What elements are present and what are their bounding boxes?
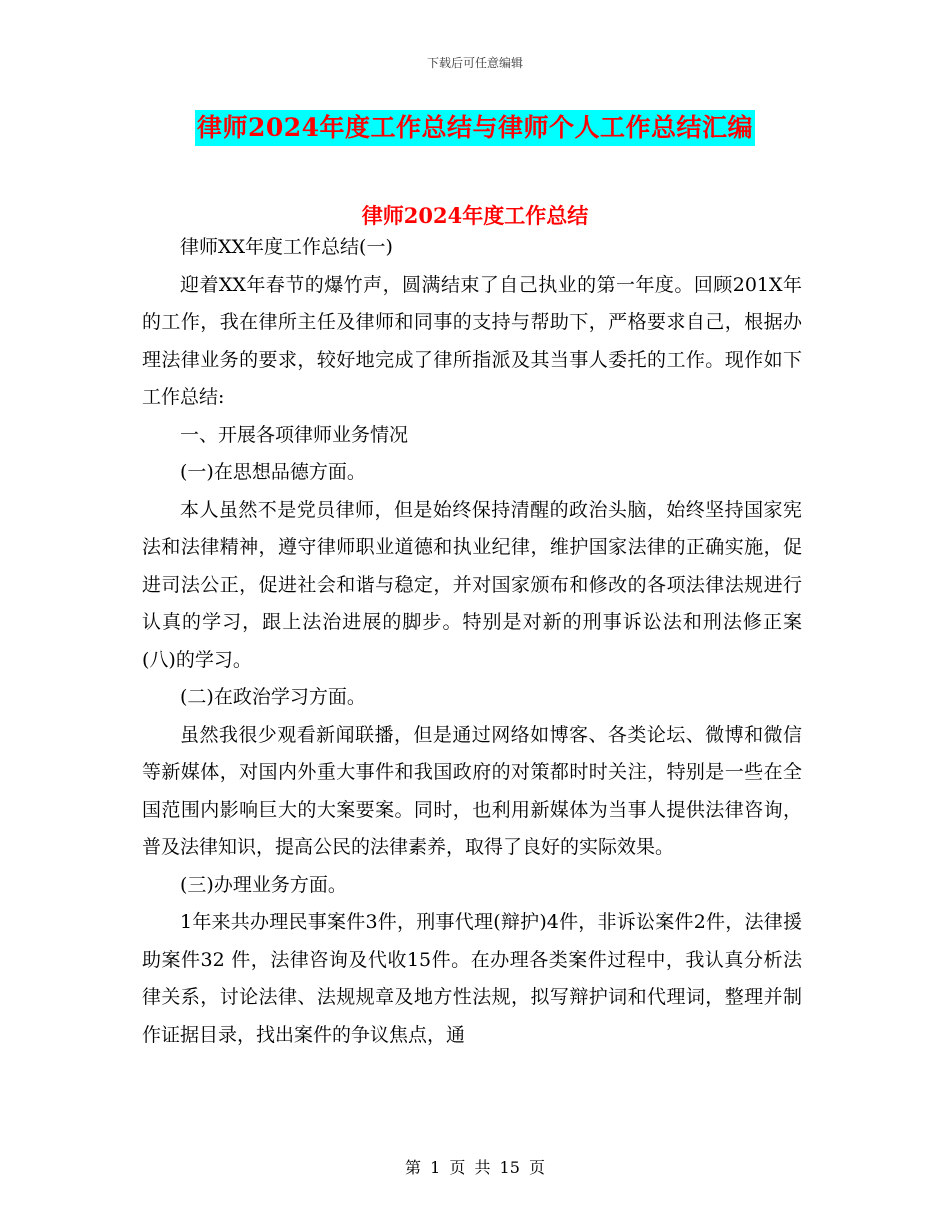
paragraph-heading: (一)在思想品德方面。 — [180, 461, 366, 483]
page-footer: 第 1 页 共 15 页 — [405, 1158, 545, 1177]
header-note: 下载后可任意编辑 — [426, 56, 523, 70]
document-body — [142, 219, 802, 1054]
paragraph-heading: 律师XX年度工作总结(一) — [180, 236, 393, 258]
paragraph: 1年来共办理民事案件3件，刑事代理(辩护)4件，非诉讼案件2件，法律援助案件32 件，法律咨询及代收15件。在办理各类案件过程中，我认真分析法律关系，讨论法律、法规规章及地方性法规，拟写辩护词和代理词，整理并制作证据目录，找出案件的争议焦点，通 — [142, 911, 802, 1046]
paragraph-heading: 一、开展各项律师业务情况 — [180, 423, 409, 446]
document-title-text: 律师2024年度工作总结与律师个人工作总结汇编 — [195, 110, 755, 146]
paragraph-heading: (三)办理业务方面。 — [180, 873, 347, 896]
paragraph-heading: (二)在政治学习方面。 — [180, 686, 366, 708]
paragraph: 虽然我很少观看新闻联播，但是通过网络如博客、各类论坛、微博和微信等新媒体，对国内外重大事件和我国政府的对策都时时关注，特别是一些在全国范围内影响巨大的大案要案。同时，也利用新媒体为当事人提供法律咨询，普及法律知识，提高公民的法律素养，取得了良好的实际效果。 — [142, 723, 802, 858]
paragraph: 迎着XX年春节的爆竹声，圆满结束了自己执业的第一年度。回顾201X年的工作，我在律所主任及律师和同事的支持与帮助下，严格要求自己，根据办理法律业务的要求，较好地完成了律所指派及其当事人委托的工作。现作如下工作总结: — [142, 273, 802, 408]
section-title: 律师2024年度工作总结 — [361, 203, 589, 228]
paragraph: 本人虽然不是党员律师，但是始终保持清醒的政治头脑，始终坚持国家宪法和法律精神，遵守律师职业道德和执业纪律，维护国家法律的正确实施，促进司法公正，促进社会和谐与稳定，并对国家颁布和修改的各项法律法规进行认真的学习，跟上法治进展的脚步。特别是对新的刑事诉讼法和刑法修正案(八)的学习。 — [142, 498, 802, 671]
document-title — [0, 110, 950, 146]
